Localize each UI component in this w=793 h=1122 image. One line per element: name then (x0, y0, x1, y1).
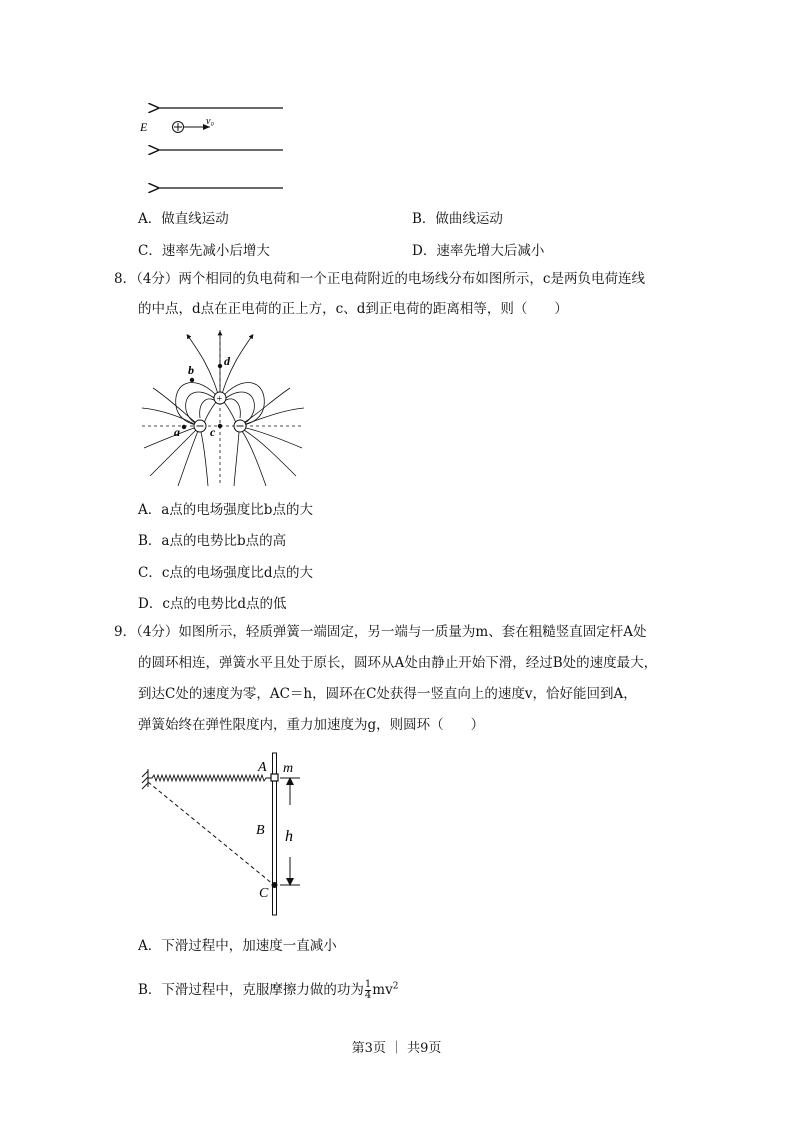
q8-stem-line2: 的中点，d点在正电荷的正上方，c、d到正电荷的距离相等，则（ ） (138, 301, 568, 317)
q7-option-a[interactable]: A．做直线运动 (138, 211, 229, 227)
q7-option-c[interactable]: C．速率先减小后增大 (138, 243, 270, 259)
ring-at-c (272, 882, 278, 888)
label-a: a (174, 425, 180, 439)
point-d (218, 364, 222, 368)
q9-option-b-text: B．下滑过程中，克服摩擦力做的功为 (138, 982, 364, 998)
q9-option-b[interactable]: B．下滑过程中，克服摩擦力做的功为 $\frac{1}{4}$ $mv^2$ (138, 979, 399, 1001)
positive-charge (173, 122, 184, 133)
q8-stem-line1: 8．（4分）两个相同的负电荷和一个正电荷附近的电场线分布如图所示，c是两负电荷连线 (114, 271, 645, 287)
q9-stem-line3: 到达C处的速度为零，AC＝h，圆环在C处获得一竖直向上的速度v，恰好能回到A， (138, 686, 637, 702)
q7-option-d[interactable]: D．速率先增大后减小 (412, 243, 545, 259)
point-c (218, 424, 222, 428)
label-b: b (188, 363, 194, 377)
svg-text:+: + (216, 394, 223, 405)
page-footer: 第3页 ｜ 共9页 (351, 1041, 442, 1056)
field-line-group (142, 330, 304, 486)
q8-option-b[interactable]: B．a点的电势比b点的高 (138, 533, 287, 549)
fraction-one-quarter: $\frac{1}{4}$ (364, 979, 372, 1001)
point-b (190, 378, 194, 382)
label-h: h (285, 828, 293, 845)
field-lines (158, 108, 283, 188)
label-m: m (283, 761, 294, 776)
negative-charge-right (234, 420, 246, 432)
figure-q7-electric-field (130, 95, 300, 200)
positive-charge-q8 (214, 392, 226, 405)
q9-stem-line1: 9．（4分）如图所示，轻质弹簧一端固定，另一端与一质量为m、套在粗糙竖直固定杆A处 (114, 624, 647, 640)
negative-charge-left (194, 420, 206, 432)
figure-q9-spring-ring (138, 745, 318, 920)
label-d: d (224, 354, 230, 368)
velocity-label: v₀ (206, 116, 214, 127)
wall-support (142, 769, 148, 789)
label-B: B (256, 823, 265, 838)
label-c: c (210, 425, 216, 439)
q8-option-a[interactable]: A．a点的电场强度比b点的大 (138, 502, 313, 518)
q8-option-d[interactable]: D．c点的电势比d点的低 (138, 596, 287, 612)
q8-option-c[interactable]: C．c点的电场强度比d点的大 (138, 565, 314, 581)
ring-at-a (271, 774, 278, 781)
label-C: C (259, 886, 269, 901)
q9-stem-line4: 弹簧始终在弹性限度内，重力加速度为g，则圆环（ ） (138, 717, 485, 733)
spring (148, 775, 271, 781)
q7-option-b[interactable]: B．做曲线运动 (412, 211, 503, 227)
label-A: A (258, 760, 267, 775)
point-a (182, 425, 186, 429)
field-label-E: E (140, 120, 148, 134)
q9-stem-line2: 的圆环相连，弹簧水平且处于原长，圆环从A处由静止开始下滑，经过B处的速度最大， (138, 655, 658, 671)
figure-q8-field-lines (138, 328, 308, 488)
q9-option-a[interactable]: A．下滑过程中，加速度一直减小 (138, 938, 337, 954)
